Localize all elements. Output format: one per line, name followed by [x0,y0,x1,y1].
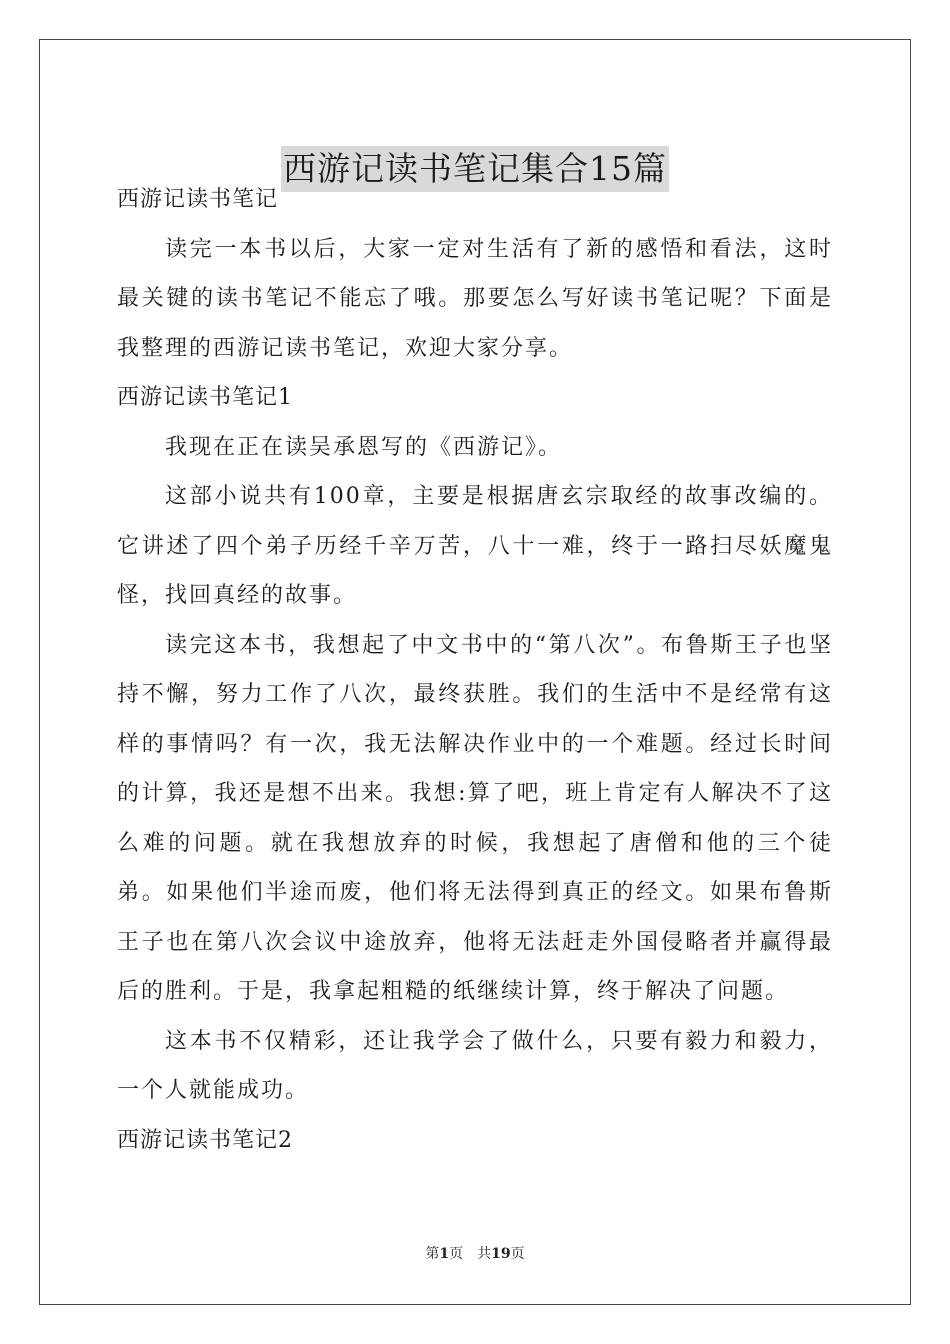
page-footer [0,1243,950,1263]
body-paragraph: 这部小说共有100章，主要是根据唐玄宗取经的故事改编的。它讲述了四个弟子历经千辛万苦，八十一难，终于一路扫尽妖魔鬼怪，找回真经的故事。 [117,484,833,608]
document-title: 西游记读书笔记集合15篇 [281,146,669,192]
body-paragraph: 这本书不仅精彩，还让我学会了做什么，只要有毅力和毅力，一个人就能成功。 [117,1028,833,1103]
current-page-number: 1 [439,1246,450,1262]
body-paragraph: 读完一本书以后，大家一定对生活有了新的感悟和看法，这时最关键的读书笔记不能忘了哦。那要怎么写好读书笔记呢？下面是我整理的西游记读书笔记，欢迎大家分享。 [117,236,833,361]
body-paragraph: 我现在正在读吴承恩写的《西游记》。 [165,434,563,460]
section-heading: 西游记读书笔记1 [117,385,293,410]
body-paragraph: 读完这本书，我想起了中文书中的“第八次”。布鲁斯王子也坚持不懈，努力工作了八次，最终获胜。我们的生活中不是经常有这样的事情吗？有一次，我无法解决作业中的一个难题。经过长时间的计算，我还是想不出来。我想:算了吧，班上肯定有人解决不了这么难的问题。就在我想放弃的时候，我想起了唐僧和他的三个徒弟。如果他们半途而废，他们将无法得到真正的经文。如果布鲁斯王子也在第八次会议中途放弃，他将无法赶走外国侵略者并赢得最后的胜利。于是，我拿起粗糙的纸继续计算，终于解决了问题。 [117,632,833,1004]
section-heading: 西游记读书笔记 [117,187,279,212]
total-pages-number: 19 [491,1246,511,1262]
total-prefix: 共 [477,1246,492,1262]
document-body [117,175,833,1165]
page-prefix: 第 [425,1246,440,1262]
total-suffix: 页 [510,1246,525,1262]
section-heading: 西游记读书笔记2 [117,1127,293,1153]
page-suffix: 页 [449,1246,464,1262]
